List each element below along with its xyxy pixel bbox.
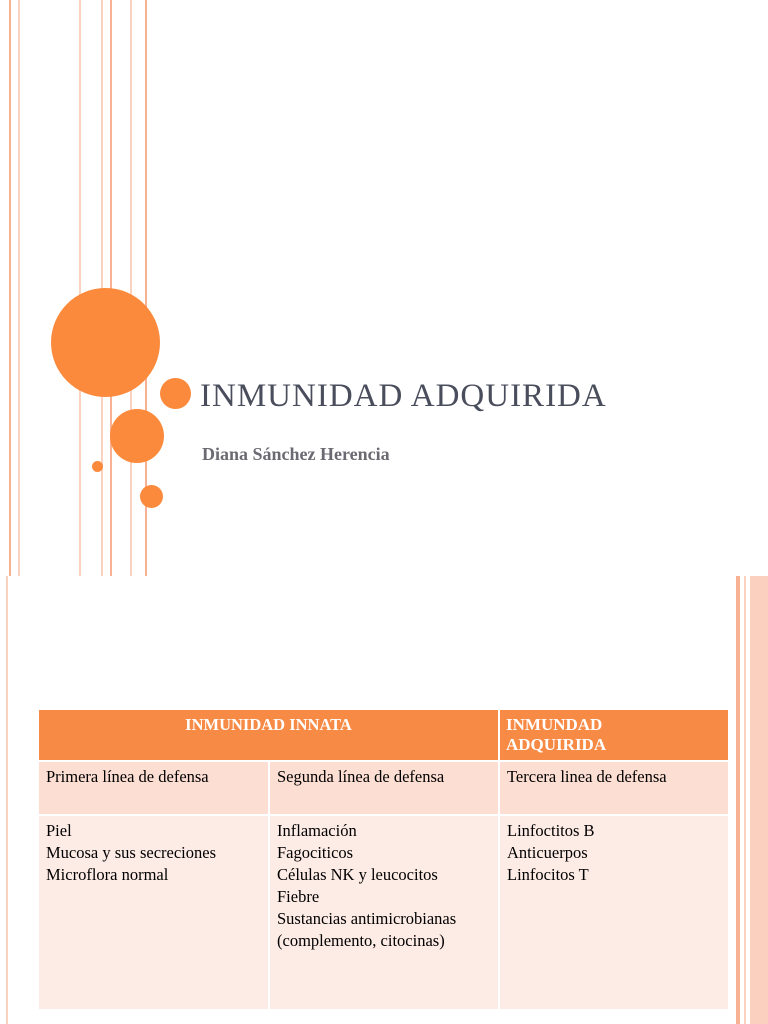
decor-line	[6, 576, 8, 1024]
subheader-third-line: Tercera linea de defensa	[499, 761, 729, 815]
list-item: Células NK y leucocitos	[277, 865, 438, 884]
decor-line	[130, 0, 132, 576]
header-acquired-line: INMUNDAD	[506, 715, 603, 734]
decor-line	[9, 0, 11, 576]
defense-table-slide	[0, 576, 768, 1024]
list-item: Microflora normal	[46, 865, 169, 884]
decor-line	[18, 0, 20, 576]
list-item: Piel	[46, 821, 72, 840]
decor-circle-small	[160, 378, 191, 409]
decor-line	[736, 576, 740, 1024]
decor-circle-small	[140, 485, 163, 508]
header-acquired-line: ADQUIRIDA	[506, 735, 607, 754]
list-item: Fagociticos	[277, 843, 354, 862]
cell-first-line-items	[39, 815, 269, 1009]
decor-line	[79, 0, 81, 576]
header-innate-immunity: INMUNIDAD INNATA	[39, 710, 499, 761]
immunity-defense-table	[39, 710, 730, 1009]
decor-circle-tiny	[92, 461, 103, 472]
subheader-first-line: Primera línea de defensa	[39, 761, 269, 815]
list-item: Fiebre	[277, 887, 320, 906]
cell-third-line-items	[499, 815, 729, 1009]
list-item: Linfoctitos B	[507, 821, 595, 840]
list-item: Inflamación	[277, 821, 357, 840]
header-acquired-immunity	[499, 710, 729, 761]
slide-subtitle: Diana Sánchez Herencia	[202, 444, 390, 464]
list-item: Anticuerpos	[507, 843, 588, 862]
list-item: Sustancias antimicrobianas (complemento, citocinas)	[277, 909, 457, 950]
cell-second-line-items	[269, 815, 499, 1009]
subheader-second-line: Segunda línea de defensa	[269, 761, 499, 815]
list-item: Linfocitos T	[507, 865, 589, 884]
decor-line	[744, 576, 746, 1024]
decor-circle-large	[51, 288, 160, 397]
slide-title: INMUNIDAD ADQUIRIDA	[200, 378, 607, 414]
decor-line	[750, 576, 768, 1024]
list-item: Mucosa y sus secreciones	[46, 843, 216, 862]
decor-circle-medium	[110, 409, 164, 463]
